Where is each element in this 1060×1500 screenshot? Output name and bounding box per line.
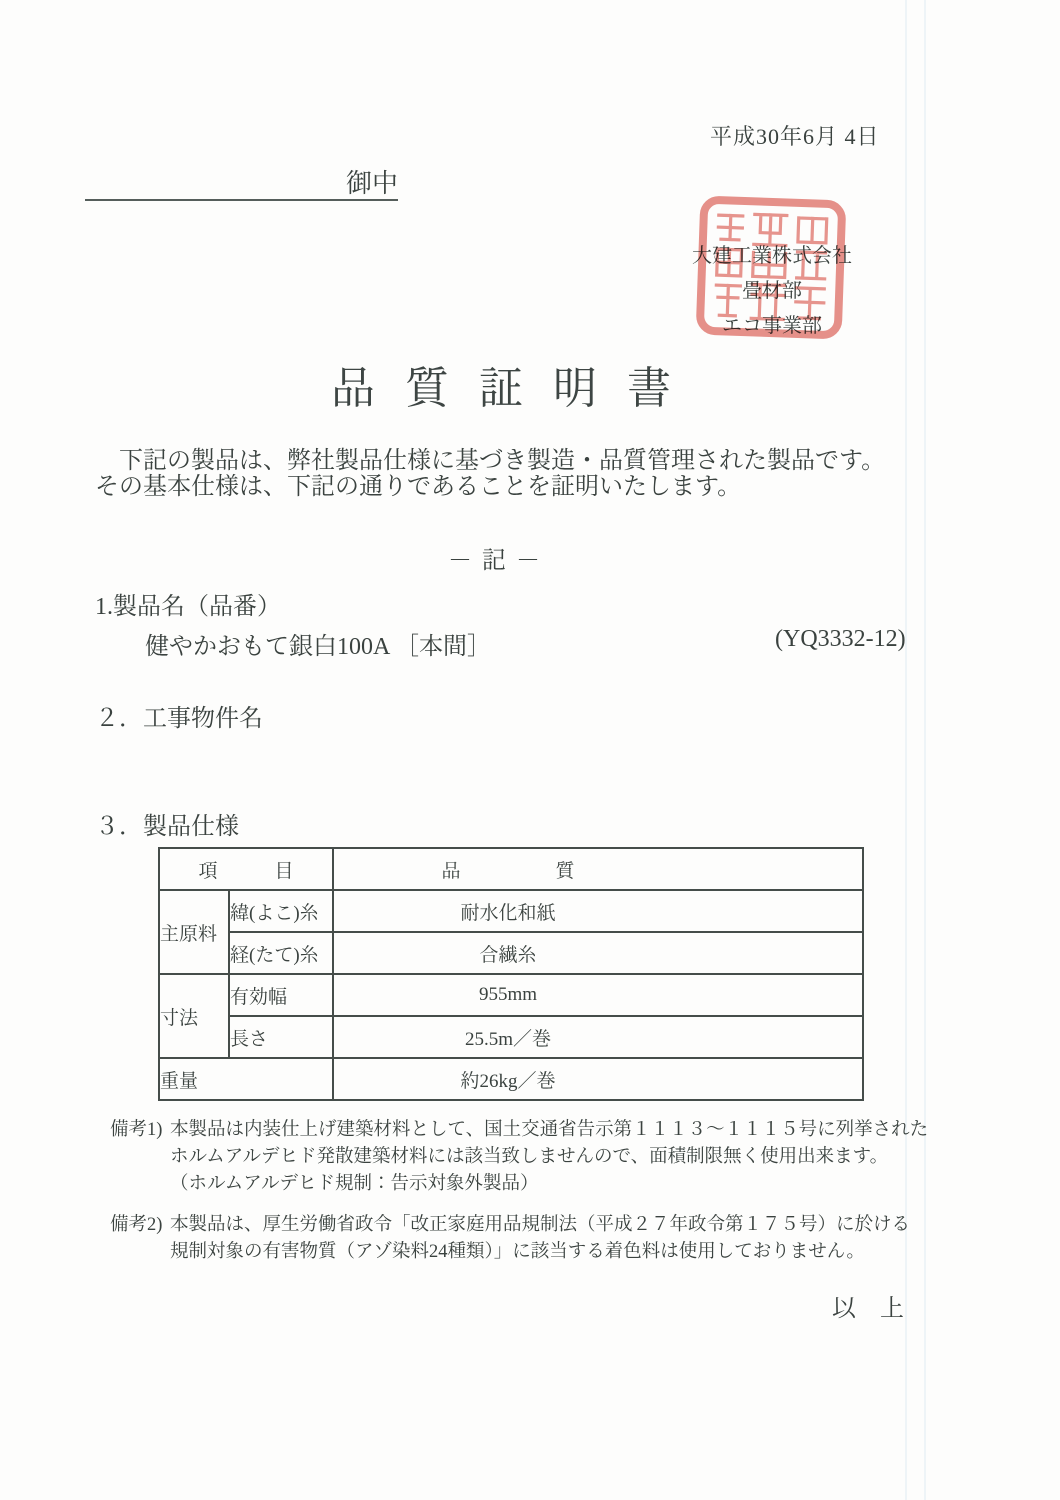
group-raw-material: 主原料 [159, 890, 229, 974]
item-warp: 経(たて)糸 [229, 932, 333, 974]
table-row [159, 974, 863, 1016]
product-name: 健やかおもて銀白100A ［本間］ [145, 634, 492, 660]
note-1-line-2: ホルムアルデヒド発散建築材料には該当致しませんので、面積制限無く使用出来ます。 [170, 1147, 889, 1167]
item-length: 長さ [229, 1016, 333, 1058]
section-2-heading: ２．工事物件名 [95, 706, 263, 732]
note-2-line-2: 規制対象の有害物質（アゾ染料24種類）」に該当する着色料は使用しておりません。 [170, 1242, 865, 1262]
header-item-cell: 項 目 [159, 848, 333, 890]
group-dimensions: 寸法 [159, 974, 229, 1058]
issue-date: 平成30年6月 4日 [710, 124, 880, 149]
ki-marker: － 記 － [448, 548, 542, 574]
table-row [159, 1058, 863, 1100]
product-code: (YQ3332-12) [775, 626, 906, 652]
document-title: 品質証明書 [331, 364, 701, 413]
note-2-line-1: 本製品は、厚生労働省政令「改正家庭用品規制法（平成２７年政令第１７５号）に於ける [170, 1215, 911, 1235]
product-row [0, 626, 1060, 660]
company-seal-icon [693, 192, 850, 342]
table-row [159, 932, 863, 974]
table-row [159, 1016, 863, 1058]
header-quality-cell: 品 質 [333, 848, 863, 890]
sender-dept-eco: エコ事業部 [722, 315, 822, 337]
note-1-label: 備考1) [110, 1120, 163, 1140]
section-3-heading: ３．製品仕様 [95, 814, 239, 840]
sender-dept-tatami: 畳材部 [742, 280, 802, 302]
recipient-line [85, 168, 398, 201]
value-effective-width: 955mm [333, 974, 863, 1016]
note-1-line-1: 本製品は内装仕上げ建築材料として、国土交通省告示第１１１３～１１１５号に列挙された [170, 1120, 929, 1140]
item-effective-width: 有効幅 [229, 974, 333, 1016]
closing-phrase: 以 上 [832, 1296, 904, 1322]
spec-table [158, 847, 864, 1101]
section-1-heading: 1.製品名（品番） [95, 594, 281, 620]
scan-fold-line [905, 0, 907, 1500]
value-weight: 約26kg／巻 [333, 1058, 863, 1100]
table-header-row [159, 848, 863, 890]
recipient-suffix: 御中 [345, 169, 398, 198]
intro-line-2: その基本仕様は、下記の通りであることを証明いたします。 [95, 474, 742, 500]
note-1-line-3: （ホルムアルデヒド規制：告示対象外製品） [170, 1174, 539, 1194]
item-weft: 緯(よこ)糸 [229, 890, 333, 932]
note-2-label: 備考2) [110, 1215, 163, 1235]
intro-line-1: 下記の製品は、弊社製品仕様に基づき製造・品質管理された製品です。 [95, 448, 886, 474]
group-weight: 重量 [159, 1058, 333, 1100]
sender-company: 大建工業株式会社 [692, 245, 852, 267]
note-2-body [170, 1212, 970, 1266]
note-1-body [170, 1117, 970, 1198]
value-weft: 耐水化和紙 [333, 890, 863, 932]
value-warp: 合繊糸 [333, 932, 863, 974]
intro-paragraph [95, 448, 955, 500]
value-length: 25.5m／巻 [333, 1016, 863, 1058]
scan-fold-line-2 [924, 0, 926, 1500]
table-row [159, 890, 863, 932]
